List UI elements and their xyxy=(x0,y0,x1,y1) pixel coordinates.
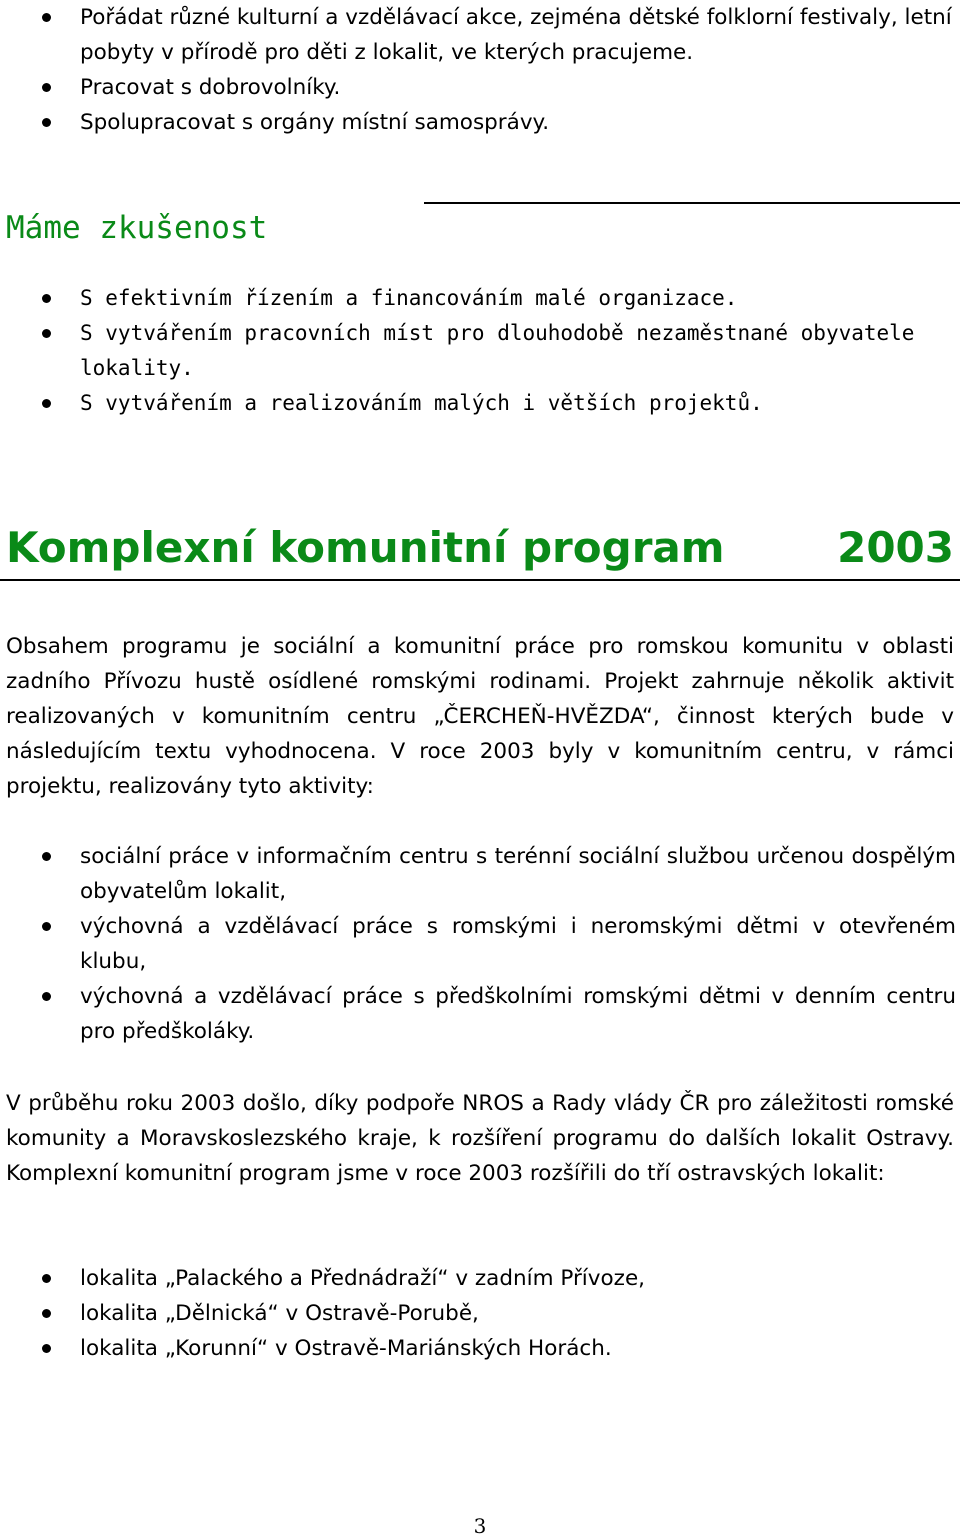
bullet-icon xyxy=(42,294,51,303)
list-item xyxy=(0,839,960,909)
list-item xyxy=(0,1261,960,1296)
list-item-text: Spolupracovat s orgány místní samosprávy. xyxy=(80,110,550,135)
bullet-icon xyxy=(42,118,51,127)
section-divider xyxy=(424,202,960,204)
list-item-text: výchovná a vzdělávací práce s předškolními romskými dětmi v denním centru pro předškoláky. xyxy=(80,984,956,1044)
section-divider xyxy=(0,579,960,581)
list-item xyxy=(0,105,960,140)
list-item xyxy=(0,70,960,105)
bullet-icon xyxy=(42,1344,51,1353)
program-paragraph: Obsahem programu je sociální a komunitní práce pro romskou komunitu v oblasti zadního Přívozu hustě osídlené romskými rodinami. Projekt zahrnuje několik aktivit realizovaných v komunitním centru „ČERCHEŇ-HVĚZDA“, činnost kterých bude v následujícím textu vyhodnocena. V roce 2003 byly v komunitním centru, v rámci projektu, realizovány tyto aktivity: xyxy=(6,634,954,799)
section-heading-experience: Máme zkušenost xyxy=(6,210,268,246)
expansion-paragraph: V průběhu roku 2003 došlo, díky podpoře NROS a Rady vlády ČR pro záležitosti romské komunity a Moravskoslezského kraje, k rozšíření programu do dalších lokalit Ostravy. Komplexní komunitní program jsme v roce 2003 rozšířili do tří ostravských lokalit: xyxy=(6,1091,954,1186)
list-item-text: výchovná a vzdělávací práce s romskými i neromskými dětmi v otevřeném klubu, xyxy=(80,914,956,974)
bullet-icon xyxy=(42,1274,51,1283)
localities-bullet-list xyxy=(0,1261,960,1366)
bullet-icon xyxy=(42,1309,51,1318)
list-item xyxy=(0,979,960,1049)
bullet-icon xyxy=(42,13,51,22)
list-item xyxy=(0,0,960,70)
list-item-text: Pracovat s dobrovolníky. xyxy=(80,75,341,100)
bullet-icon xyxy=(42,852,51,861)
list-item-text: sociální práce v informačním centru s terénní sociální službou určenou dospělým obyvatelům lokalit, xyxy=(80,844,956,904)
list-item xyxy=(0,1331,960,1366)
list-item-text: Pořádat různé kulturní a vzdělávací akce, zejména dětské folklorní festivaly, letní pobyty v přírodě pro děti z lokalit, ve kterých pracujeme. xyxy=(80,5,952,65)
list-item-text: S efektivním řízením a financováním malé organizace. xyxy=(80,286,738,310)
bullet-icon xyxy=(42,329,51,338)
section-heading-program: Komplexní komunitní program xyxy=(6,523,725,572)
experience-bullet-list xyxy=(0,281,960,421)
activities-bullet-list xyxy=(0,839,960,1049)
list-item-text: S vytvářením a realizováním malých i větších projektů. xyxy=(80,391,763,415)
intro-bullet-list xyxy=(0,0,960,140)
list-item xyxy=(0,316,960,386)
list-item xyxy=(0,281,960,316)
bullet-icon xyxy=(42,992,51,1001)
list-item xyxy=(0,386,960,421)
list-item xyxy=(0,909,960,979)
section-heading-year: 2003 xyxy=(837,523,954,572)
list-item xyxy=(0,1296,960,1331)
bullet-icon xyxy=(42,399,51,408)
list-item-text: S vytvářením pracovních míst pro dlouhodobě nezaměstnané obyvatele lokality. xyxy=(80,321,915,380)
list-item-text: lokalita „Dělnická“ v Ostravě-Porubě, xyxy=(80,1301,479,1326)
list-item-text: lokalita „Palackého a Přednádraží“ v zadním Přívoze, xyxy=(80,1266,646,1291)
bullet-icon xyxy=(42,83,51,92)
bullet-icon xyxy=(42,922,51,931)
list-item-text: lokalita „Korunní“ v Ostravě-Mariánských Horách. xyxy=(80,1336,612,1361)
page-number: 3 xyxy=(473,1514,487,1538)
